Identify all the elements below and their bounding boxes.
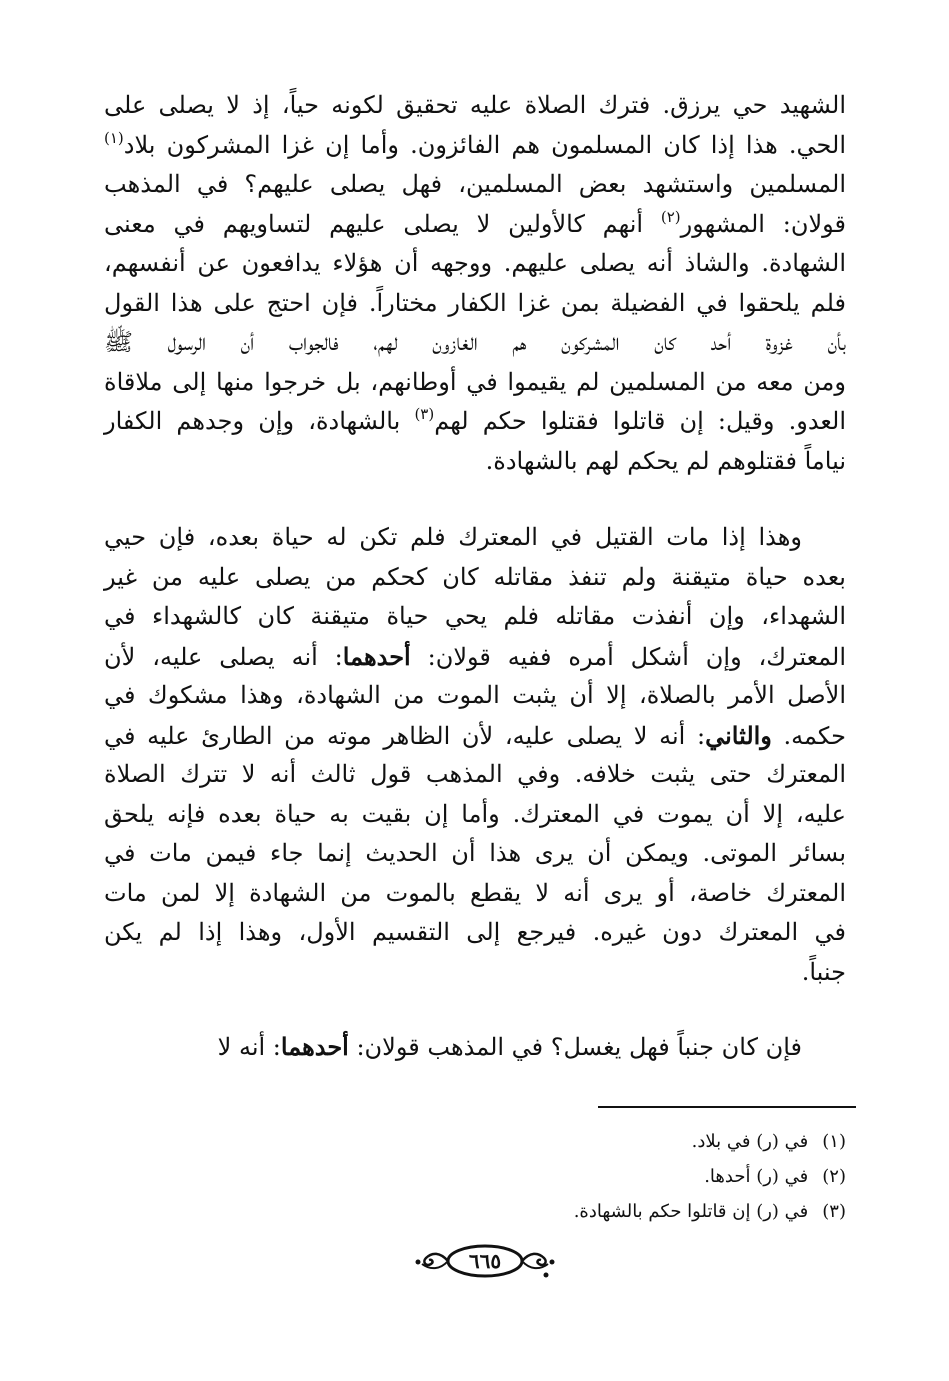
text-line: بسائر الموتى. ويمكن أن يرى هذا أن الحديث إنما جاء فيمن مات في [104,839,846,867]
text-line [104,637,846,677]
text-line: الشهادة. والشاذ أنه يصلى عليهم. ووجهه أن هؤلاء يدافعون عن أنفسهم، [104,249,846,277]
text-line: ومن معه من المسلمين لم يقيموا في أوطانهم، بل خرجوا منها إلى ملاقاة [104,367,846,396]
text-line [104,126,846,166]
footnote-text: في (ر) أحدها. [704,1166,809,1187]
text-segment: : أنه يصلى عليه، لأن [104,642,343,671]
footnote-ref: (٢) [660,207,681,226]
text-segment: : أنه لا يصلى عليه، لأن الظاهر موته من الطارئ عليه في [104,721,706,750]
paragraph-1 [104,86,846,481]
text-line: فلم يلحقوا في الفضيلة بمن غزا الكفار مختاراً. فإن احتج على هذا القول [104,288,846,317]
text-line: بعده حياة متيقنة ولم تنفذ مقاتله كان كحكم من يصلى عليه من غير [104,562,846,591]
footnote [400,1124,846,1159]
paragraph-2 [104,518,846,992]
text-line: وهذا إذا مات القتيل في المعترك فلم تكن له حياة بعده، فإن حيي [104,523,802,551]
footnote-number: (١) [822,1131,846,1152]
footnote-ref: (١) [104,128,124,147]
text-line: الأصل الأمر بالصلاة، إلا أن يثبت الموت من الشهادة، وهذا مشكوك في [104,681,846,709]
text-segment: المعترك، وإن أشكل أمره ففيه قولان: [410,642,846,671]
text-segment: الحي. هذا إذا كان المسلمون هم الفائزون. وأما إن غزا المشركون بلاد [123,130,846,159]
paragraph-3 [104,1027,846,1067]
text-line: نياماً فقتلوهم لم يحكم لهم بالشهادة. [485,446,846,475]
text-line: عليه، إلا أن يموت في المعترك. وأما إن بقيت به حياة بعده فإنه يلحق [104,799,846,828]
text-segment: قولان: المشهور [680,209,847,238]
text-line: جنباً. [801,957,846,986]
footnote-ref: (٣) [414,405,435,423]
footnote-divider [598,1106,856,1108]
text-segment: أنهم كالأولين لا يصلى عليهم لتساويهم في معنى [104,209,661,238]
footnote [400,1194,846,1229]
keyword-bold: أحدهما [342,641,411,671]
footnote-number: (٣) [822,1201,846,1222]
page-number-ornament [410,1242,560,1282]
text-line: بأن غزوة أحد كان المشركون هم الغازون لهم، فالجواب أن الرسول ﷺ [104,328,846,356]
page-number: ٦٦٥ [468,1249,502,1273]
text-line [104,1027,846,1067]
text-segment: حكمه. [771,721,847,750]
text-line: المسلمين واستشهد بعض المسلمين، فهل يصلى عليهم؟ في المذهب [104,170,846,198]
paragraph-spacer [104,481,846,518]
footnotes [400,1124,846,1229]
text-line [104,716,846,756]
text-segment: : أنه لا [217,1033,281,1061]
footnote-number: (٢) [822,1166,846,1187]
text-segment: العدو. وقيل: إن قاتلوا فقتلوا حكم لهم [434,407,846,435]
text-line: الشهيد حي يرزق. فترك الصلاة عليه تحقيق لكونه حياً، إذ لا يصلى على [104,91,846,119]
footnote-text: في (ر) في بلاد. [691,1131,809,1152]
text-line: المعترك حتى يثبت خلافه. وفي المذهب قول ثالث أنه لا تترك الصلاة [104,760,846,788]
paragraph-spacer [104,992,846,1027]
keyword-bold: والثاني [705,720,772,750]
main-text [104,86,846,1067]
text-line: في المعترك دون غيره. فيرجع إلى التقسيم الأول، وهذا إذا لم يكن [104,918,846,946]
footnote-text: في (ر) إن قاتلوا حكم بالشهادة. [573,1201,809,1222]
text-segment: فإن كان جنباً فهل يغسل؟ في المذهب قولان: [348,1033,802,1061]
keyword-bold: أحدهما [280,1032,349,1061]
text-line: المعترك خاصة، أو يرى أنه لا يقطع بالموت من الشهادة إلا لمن مات [104,878,846,907]
text-line [104,402,846,442]
text-segment: بالشهادة، وإن وجدهم الكفار [104,407,415,435]
text-line [104,205,846,245]
footnote [400,1159,846,1194]
text-line: الشهداء، وإن أنفذت مقاتله فلم يحي حياة متيقنة كان كالشهداء في [104,602,847,630]
